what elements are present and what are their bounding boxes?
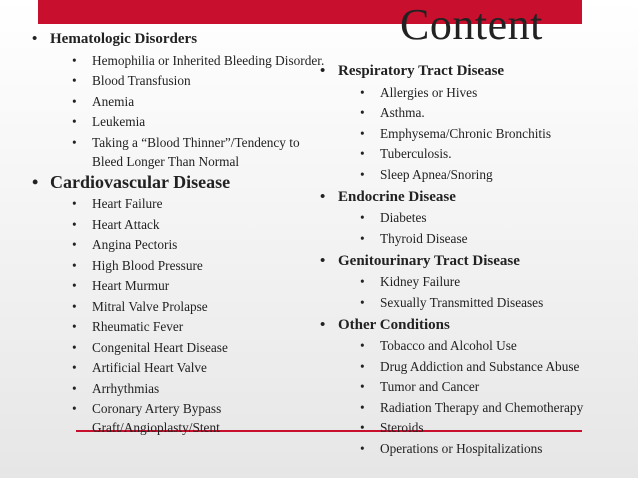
bullet-icon: • — [360, 274, 365, 289]
list-item — [28, 338, 328, 357]
bullet-icon: • — [360, 146, 365, 161]
bullet-icon: • — [320, 63, 326, 79]
list-item-text: Heart Failure — [92, 196, 163, 211]
section-other — [316, 316, 636, 458]
slide-title: Content — [400, 0, 543, 49]
bullet-icon: • — [72, 278, 77, 293]
list-item — [316, 83, 636, 102]
section-endocrine — [316, 188, 636, 248]
section-heading — [316, 316, 636, 335]
list-item — [28, 194, 328, 213]
list-item — [316, 144, 636, 163]
list-item — [28, 92, 328, 111]
bullet-icon: • — [72, 93, 77, 109]
list-item — [28, 358, 328, 377]
list-item-text: Congenital Heart Disease — [92, 339, 228, 355]
list-item — [316, 103, 636, 122]
left-column — [28, 30, 328, 437]
bullet-icon: • — [32, 31, 38, 47]
list-item-text: Artificial Heart Valve — [92, 360, 207, 375]
bullet-icon: • — [360, 379, 365, 394]
list-item-text: Tobacco and Alcohol Use — [380, 338, 517, 353]
bullet-icon: • — [72, 73, 77, 88]
section-hematologic — [28, 30, 328, 171]
list-item-text: Blood Transfusion — [92, 73, 191, 88]
section-heading-text: Endocrine Disease — [338, 188, 456, 205]
section-respiratory — [316, 62, 636, 184]
list-item — [316, 398, 636, 417]
bullet-icon: • — [360, 358, 365, 374]
list-item-text: Angina Pectoris — [92, 237, 178, 252]
list-item-text: Allergies or Hives — [380, 84, 478, 100]
right-column — [316, 58, 636, 458]
section-cardiovascular — [28, 171, 328, 438]
bullet-icon: • — [72, 134, 77, 150]
list-item — [28, 317, 328, 336]
section-heading — [316, 188, 636, 207]
list-item-text: Rheumatic Fever — [92, 319, 184, 334]
list-item-text: Diabetes — [380, 210, 427, 225]
bullet-icon: • — [360, 440, 365, 456]
section-heading-text: Genitourinary Tract Disease — [338, 252, 520, 269]
list-item-text: Sexually Transmitted Diseases — [380, 294, 544, 310]
list-item — [316, 357, 636, 376]
bullet-icon: • — [72, 319, 77, 334]
list-item — [28, 399, 328, 437]
list-item-text: Tumor and Cancer — [380, 379, 480, 394]
section-heading — [28, 30, 328, 49]
bullet-icon: • — [72, 257, 77, 273]
section-heading-text: Hematologic Disorders — [50, 31, 198, 47]
bullet-icon: • — [72, 380, 77, 396]
bullet-icon: • — [72, 216, 77, 232]
list-item-text: Emphysema/Chronic Bronchitis — [380, 125, 551, 141]
bullet-icon: • — [360, 166, 365, 182]
bullet-icon: • — [320, 252, 326, 269]
list-item-text: Asthma. — [380, 105, 425, 120]
bullet-icon: • — [360, 420, 365, 435]
list-item-text: Drug Addiction and Substance Abuse — [380, 358, 580, 374]
list-item — [316, 293, 636, 312]
bullet-icon: • — [360, 210, 365, 225]
bullet-icon: • — [360, 338, 365, 353]
list-item — [28, 112, 328, 131]
list-item — [28, 51, 328, 70]
bullet-icon: • — [72, 401, 77, 416]
list-item — [28, 235, 328, 254]
list-item — [316, 336, 636, 355]
list-item-text: Heart Attack — [92, 216, 160, 232]
list-item — [316, 272, 636, 291]
list-item — [28, 256, 328, 275]
list-item — [316, 165, 636, 184]
bullet-icon: • — [360, 105, 365, 120]
bullet-icon: • — [72, 196, 77, 211]
bullet-icon: • — [360, 294, 365, 310]
bullet-icon: • — [72, 52, 77, 68]
list-item — [316, 208, 636, 227]
list-item — [28, 379, 328, 398]
list-item — [316, 377, 636, 396]
section-heading-text: Cardiovascular Disease — [50, 171, 231, 192]
list-item-text: Operations or Hospitalizations — [380, 440, 543, 456]
bullet-icon: • — [72, 114, 77, 129]
list-item — [28, 71, 328, 90]
bullet-icon: • — [320, 188, 326, 205]
list-item — [28, 276, 328, 295]
list-item-text: Steroids — [380, 420, 424, 435]
list-item — [316, 229, 636, 248]
bullet-icon: • — [32, 171, 39, 192]
bullet-icon: • — [320, 316, 326, 333]
section-heading-text: Respiratory Tract Disease — [338, 63, 505, 79]
section-heading — [316, 62, 636, 81]
list-item-text: Tuberculosis. — [380, 146, 452, 161]
list-item-text: Kidney Failure — [380, 274, 461, 289]
section-heading — [316, 252, 636, 271]
list-item — [28, 215, 328, 234]
bullet-icon: • — [360, 125, 365, 141]
list-item — [28, 133, 328, 171]
list-item-text: Heart Murmur — [92, 278, 170, 293]
list-item-text: Sleep Apnea/Snoring — [380, 166, 493, 182]
list-item-text: Leukemia — [92, 114, 146, 129]
list-item-text: High Blood Pressure — [92, 257, 203, 273]
section-heading — [28, 171, 328, 193]
list-item-text: Mitral Valve Prolapse — [92, 298, 208, 314]
section-genitourinary — [316, 252, 636, 312]
list-item — [316, 124, 636, 143]
list-item-text: Taking a “Blood Thinner”/Tendency to Bleed Longer Than Normal — [92, 134, 300, 169]
list-item-text: Hemophilia or Inherited Bleeding Disorder. — [92, 52, 325, 68]
bullet-icon: • — [360, 84, 365, 100]
bullet-icon: • — [72, 360, 77, 375]
list-item-text: Thyroid Disease — [380, 230, 468, 246]
list-item — [28, 297, 328, 316]
section-heading-text: Other Conditions — [338, 316, 450, 333]
list-item — [316, 439, 636, 458]
bullet-icon: • — [360, 230, 365, 246]
bullet-icon: • — [360, 399, 365, 415]
list-item-text: Anemia — [92, 93, 135, 109]
list-item-text: Arrhythmias — [92, 380, 160, 396]
bullet-icon: • — [72, 298, 77, 314]
bullet-icon: • — [72, 339, 77, 355]
list-item — [316, 418, 636, 437]
bullet-icon: • — [72, 237, 77, 252]
list-item-text: Coronary Artery Bypass Graft/Angioplasty/Stent — [92, 401, 222, 435]
list-item-text: Radiation Therapy and Chemotherapy — [380, 399, 584, 415]
